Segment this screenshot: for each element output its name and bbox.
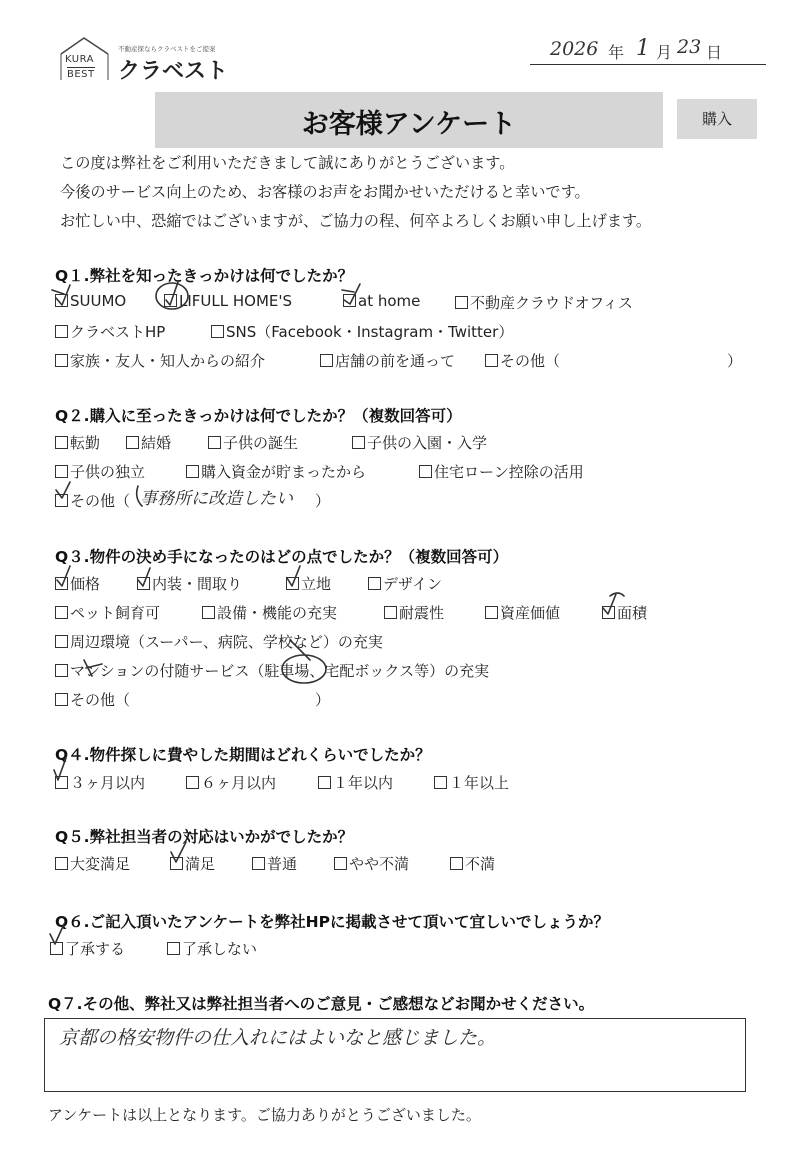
- checkbox[interactable]: [485, 606, 498, 619]
- q2-question: Q２.購入に至ったきっかけは何でしたか？（複数回答可）: [55, 407, 462, 425]
- checkbox[interactable]: [252, 857, 265, 870]
- checkbox[interactable]: [55, 635, 68, 648]
- q3-option-surroundings[interactable]: 周辺環境（スーパー、病院、学校など）の充実: [55, 631, 383, 652]
- date-year-unit: 年: [608, 43, 625, 62]
- checkbox[interactable]: [208, 436, 221, 449]
- q1-option-storefront[interactable]: 店舗の前を通って: [320, 350, 455, 371]
- checkbox[interactable]: [55, 664, 68, 677]
- closing-message: アンケートは以上となります。ご協力ありがとうございました。: [48, 1106, 481, 1124]
- q4-option-3months[interactable]: ３ヶ月以内: [55, 772, 145, 793]
- logo-name: クラベスト: [118, 59, 229, 84]
- q4-option-1year[interactable]: １年以内: [318, 772, 393, 793]
- checkbox[interactable]: [167, 942, 180, 955]
- q1-question: Q１.弊社を知ったきっかけは何でしたか？: [55, 267, 354, 285]
- checkbox[interactable]: [126, 436, 139, 449]
- checkbox-checked[interactable]: [137, 577, 150, 590]
- q3-option-earthquake[interactable]: 耐震性: [384, 602, 444, 623]
- checkbox[interactable]: [320, 354, 333, 367]
- q5-option-dissatisfied[interactable]: 不満: [450, 853, 495, 874]
- intro-line-2: 今後のサービス向上のため、お客様のお声をお聞かせいただけると幸いです。: [60, 183, 590, 201]
- checkbox-checked[interactable]: [55, 577, 68, 590]
- q5-option-neutral[interactable]: 普通: [252, 853, 297, 874]
- q6-question: Q６.ご記入頂いたアンケートを弊社HPに掲載させて頂いて宜しいでしょうか？: [55, 913, 609, 931]
- date-month-unit: 月: [656, 43, 673, 62]
- checkbox[interactable]: [55, 693, 68, 706]
- checkbox-checked[interactable]: [170, 857, 183, 870]
- logo-kura-text: KURA: [65, 54, 94, 65]
- date-day: 23: [677, 36, 702, 58]
- q3-option-other[interactable]: その他（: [55, 689, 130, 710]
- q1-option-athome[interactable]: at home: [343, 292, 420, 310]
- q3-option-pets[interactable]: ペット飼育可: [55, 602, 160, 623]
- q1-option-referral[interactable]: 家族・友人・知人からの紹介: [55, 350, 265, 371]
- q4-option-over-1year[interactable]: １年以上: [434, 772, 509, 793]
- q3-option-interior[interactable]: 内装・間取り: [137, 573, 242, 594]
- q1-option-lifull[interactable]: LIFULL HOME'S: [164, 292, 292, 310]
- q4-option-6months[interactable]: ６ヶ月以内: [186, 772, 276, 793]
- checkbox[interactable]: [368, 577, 381, 590]
- q1-option-suumo[interactable]: SUUMO: [55, 292, 126, 310]
- q2-option-savings[interactable]: 購入資金が貯まったから: [186, 461, 366, 482]
- q3-option-design[interactable]: デザイン: [368, 573, 442, 594]
- checkbox[interactable]: [211, 325, 224, 338]
- q5-option-somewhat-dissatisfied[interactable]: やや不満: [334, 853, 409, 874]
- checkbox[interactable]: [202, 606, 215, 619]
- q3-question: Q３.物件の決め手になったのはどの点でしたか？（複数回答可）: [55, 548, 509, 566]
- checkbox[interactable]: [186, 776, 199, 789]
- checkbox[interactable]: [55, 325, 68, 338]
- q2-option-transfer[interactable]: 転勤: [55, 432, 100, 453]
- q3-option-area[interactable]: 面積: [602, 602, 647, 623]
- checkbox-checked[interactable]: [343, 294, 356, 307]
- q1-option-other[interactable]: その他（: [485, 350, 560, 371]
- checkbox[interactable]: [318, 776, 331, 789]
- date-year: 2026: [550, 38, 599, 60]
- q3-option-facilities[interactable]: 設備・機能の充実: [202, 602, 337, 623]
- q3-option-asset-value[interactable]: 資産価値: [485, 602, 560, 623]
- intro-line-3: お忙しい中、恐縮ではございますが、ご協力の程、何卒よろしくお願い申し上げます。: [60, 212, 652, 230]
- q3-option-price[interactable]: 価格: [55, 573, 100, 594]
- checkbox[interactable]: [55, 436, 68, 449]
- checkbox[interactable]: [352, 436, 365, 449]
- checkbox-checked[interactable]: [602, 606, 615, 619]
- q4-question: Q４.物件探しに費やした期間はどれくらいでしたか？: [55, 746, 431, 764]
- q5-option-very-satisfied[interactable]: 大変満足: [55, 853, 130, 874]
- q2-option-loan-deduction[interactable]: 住宅ローン控除の活用: [419, 461, 584, 482]
- checkbox[interactable]: [485, 354, 498, 367]
- checkbox[interactable]: [55, 354, 68, 367]
- checkbox-checked[interactable]: [164, 294, 177, 307]
- checkbox[interactable]: [55, 465, 68, 478]
- q2-option-marriage[interactable]: 結婚: [126, 432, 171, 453]
- q5-question: Q５.弊社担当者の対応はいかがでしたか？: [55, 828, 354, 846]
- q1-option-kurabest-hp[interactable]: クラベストHP: [55, 321, 165, 342]
- checkbox[interactable]: [434, 776, 447, 789]
- date-month: 1: [636, 36, 650, 61]
- q7-question: Q７.その他、弊社又は弊社担当者へのご意見・ご感想などお聞かせください。: [48, 995, 595, 1013]
- q2-option-child-birth[interactable]: 子供の誕生: [208, 432, 298, 453]
- checkbox-checked[interactable]: [286, 577, 299, 590]
- q2-option-child-independence[interactable]: 子供の独立: [55, 461, 145, 482]
- q5-option-satisfied[interactable]: 満足: [170, 853, 215, 874]
- q1-other-close: ）: [727, 352, 743, 370]
- title-banner: [155, 92, 663, 148]
- logo-tagline: 不動産探ならクラベストをご提案: [118, 45, 216, 53]
- q6-option-disagree[interactable]: 了承しない: [167, 938, 257, 959]
- q1-option-sns[interactable]: SNS（Facebook・Instagram・Twitter）: [211, 321, 513, 342]
- q3-other-close: ）: [315, 691, 331, 709]
- q2-other-close: ）: [315, 492, 331, 510]
- q2-option-other[interactable]: その他（: [55, 490, 130, 511]
- checkbox[interactable]: [186, 465, 199, 478]
- checkbox-checked[interactable]: [55, 294, 68, 307]
- checkbox[interactable]: [55, 857, 68, 870]
- q6-option-agree[interactable]: 了承する: [50, 938, 125, 959]
- checkbox[interactable]: [450, 857, 463, 870]
- checkbox[interactable]: [455, 296, 468, 309]
- date-underline: [530, 64, 766, 65]
- purchase-tag: 購入: [677, 99, 757, 139]
- date-day-unit: 日: [706, 43, 723, 62]
- checkbox[interactable]: [55, 606, 68, 619]
- comment-box[interactable]: [44, 1018, 746, 1092]
- logo-best-text: BEST: [67, 69, 95, 80]
- q3-option-mansion-services[interactable]: マンションの付随サービス（駐車場、宅配ボックス等）の充実: [55, 660, 489, 681]
- checkbox-checked[interactable]: [55, 494, 68, 507]
- page-title: お客様アンケート: [301, 109, 517, 140]
- checkbox-checked[interactable]: [55, 776, 68, 789]
- checkbox-checked[interactable]: [50, 942, 63, 955]
- company-logo: [58, 36, 258, 82]
- checkbox[interactable]: [384, 606, 397, 619]
- checkbox[interactable]: [334, 857, 347, 870]
- q2-option-school-entry[interactable]: 子供の入園・入学: [352, 432, 487, 453]
- checkbox[interactable]: [419, 465, 432, 478]
- comment-handwritten: 京都の格安物件の仕入れにはよいなと感じました。: [59, 1027, 497, 1049]
- q1-option-cloud-office[interactable]: 不動産クラウドオフィス: [455, 292, 633, 313]
- q2-other-handwritten: 事務所に改造したい: [140, 489, 293, 509]
- q3-option-location[interactable]: 立地: [286, 573, 331, 594]
- intro-line-1: この度は弊社をご利用いただきまして誠にありがとうございます。: [60, 154, 515, 172]
